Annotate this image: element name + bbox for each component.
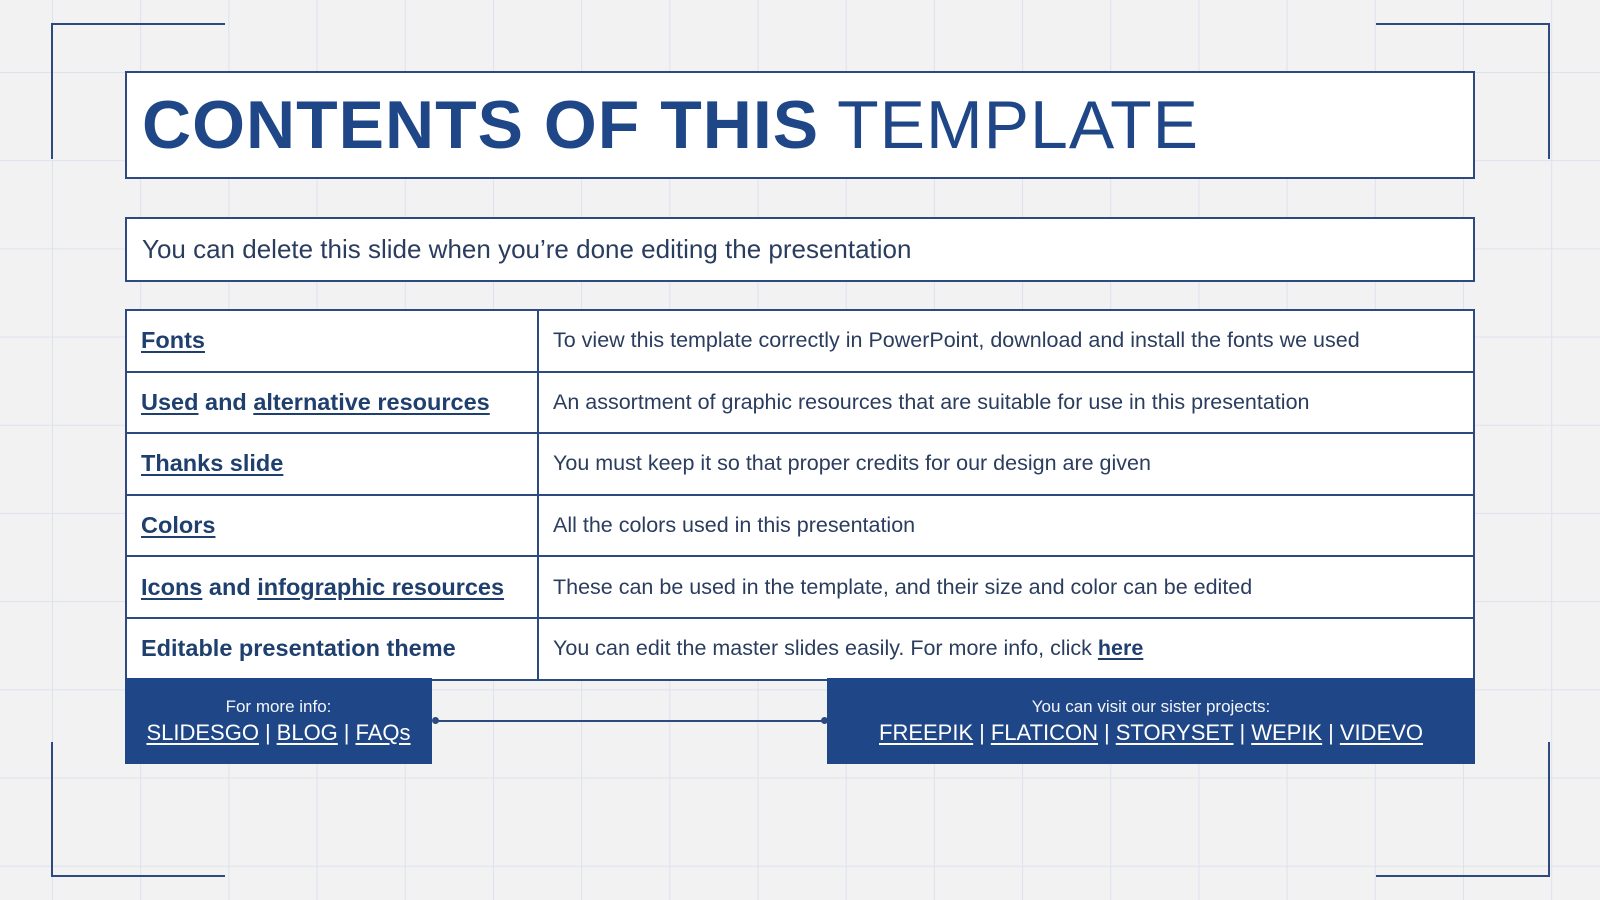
title-bold-text: CONTENTS OF THIS (142, 87, 820, 163)
row-label-cell (126, 372, 538, 434)
footer-more-info-label: For more info: (225, 696, 332, 716)
row-description-text: All the colors used in this presentation (553, 513, 916, 538)
row-description-cell (538, 556, 1474, 618)
row-description-text: To view this template correctly in PowerPoint, download and install the fonts we used (553, 328, 1360, 353)
footer-sister-projects-links (879, 720, 1423, 746)
row-label-link[interactable]: Thanks slide (141, 450, 284, 477)
link-separator: | (264, 719, 271, 745)
footer-link-faqs[interactable]: FAQs (355, 719, 411, 745)
row-label-text: Editable presentation theme (141, 635, 456, 662)
row-label-link[interactable]: infographic resources (257, 573, 505, 600)
row-label-link[interactable]: Icons (141, 573, 203, 600)
footer-link-freepik[interactable]: FREEPIK (879, 719, 974, 745)
footer-sister-projects-box (827, 678, 1475, 764)
link-separator: | (343, 719, 350, 745)
row-description-text: You must keep it so that proper credits for our design are given (553, 451, 1151, 476)
footer-more-info-links (146, 720, 410, 746)
link-separator: | (1328, 719, 1334, 745)
row-description-text: An assortment of graphic resources that are suitable for use in this presentation (553, 389, 1310, 414)
row-description-text: These can be used in the template, and their size and color can be edited (553, 574, 1253, 599)
table-row (126, 433, 1474, 495)
row-label-cell (126, 495, 538, 557)
link-separator: | (1239, 719, 1246, 745)
row-label-link[interactable]: Colors (141, 512, 216, 539)
row-description-text: You can edit the master slides easily. For more info, click (553, 636, 1098, 661)
row-label-cell (126, 618, 538, 680)
subtitle-text: You can delete this slide when you’re done editing the presentation (142, 234, 912, 264)
footer-link-storyset[interactable]: STORYSET (1115, 719, 1234, 745)
footer-link-slidesgo[interactable]: SLIDESGO (146, 719, 259, 745)
table-row (126, 618, 1474, 680)
page-title (125, 71, 1475, 179)
title-light-text: TEMPLATE (837, 87, 1200, 163)
row-description-cell (538, 618, 1474, 680)
row-description-cell (538, 372, 1474, 434)
row-description-cell (538, 495, 1474, 557)
table-row (126, 556, 1474, 618)
link-separator: | (1104, 719, 1110, 745)
footer-sister-projects-label: You can visit our sister projects: (1031, 696, 1271, 716)
subtitle-box (125, 217, 1475, 282)
footer-link-blog[interactable]: BLOG (276, 719, 338, 745)
row-label-cell (126, 433, 538, 495)
row-label-link[interactable]: Used (141, 388, 199, 415)
footer-link-flaticon[interactable]: FLATICON (990, 719, 1099, 745)
footer-more-info-box (125, 678, 432, 764)
row-label-link[interactable]: Fonts (141, 327, 205, 354)
row-description-cell (538, 433, 1474, 495)
table-row (126, 372, 1474, 434)
footer-link-wepik[interactable]: WEPIK (1251, 719, 1323, 745)
contents-table (125, 309, 1475, 681)
row-label-link[interactable]: alternative resources (253, 388, 490, 415)
table-row (126, 310, 1474, 372)
row-description-cell (538, 310, 1474, 372)
connector-dot-left (432, 717, 439, 724)
row-label-cell (126, 556, 538, 618)
footer-link-videvo[interactable]: VIDEVO (1339, 719, 1423, 745)
row-label-cell (126, 310, 538, 372)
link-separator: | (979, 719, 985, 745)
row-label-text: and (198, 388, 254, 415)
row-label-text: and (202, 573, 258, 600)
here-link[interactable]: here (1097, 636, 1144, 661)
table-row (126, 495, 1474, 557)
connector-line (436, 720, 824, 722)
